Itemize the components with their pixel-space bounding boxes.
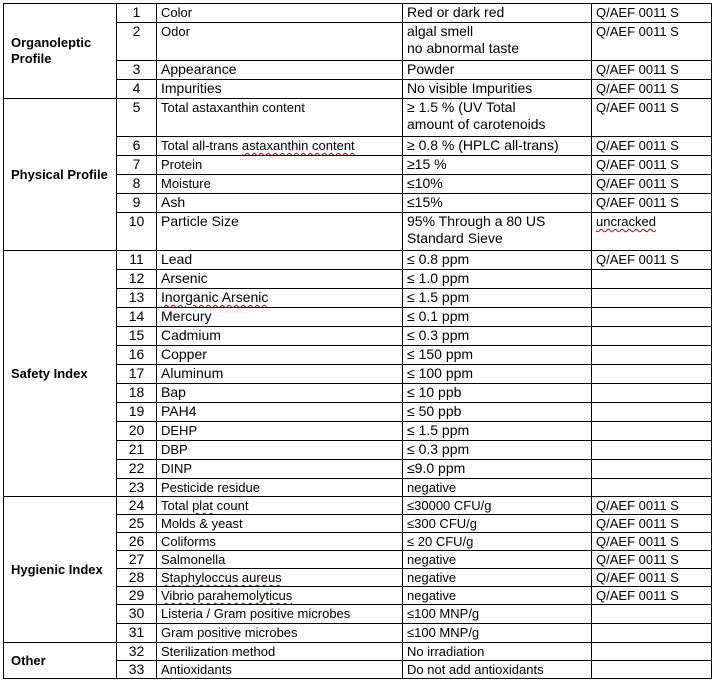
specification: ≤ 150 ppm xyxy=(403,346,592,365)
row-number: 19 xyxy=(117,403,157,422)
table-row xyxy=(4,99,712,137)
standard: Q/AEF 0011 S xyxy=(592,99,712,137)
row-number: 24 xyxy=(117,497,157,515)
row-number: 29 xyxy=(117,587,157,605)
row-number: 25 xyxy=(117,515,157,533)
specification-line-1: algal smell xyxy=(407,23,474,39)
standard: Q/AEF 0011 S xyxy=(592,497,712,515)
item-name-part-flagged: astaxanthin content xyxy=(241,138,355,153)
table-row xyxy=(4,251,712,270)
row-number: 10 xyxy=(117,213,157,251)
item-name: Odor xyxy=(157,23,403,61)
item-name: Listeria / Gram positive microbes xyxy=(157,605,403,624)
row-number: 14 xyxy=(117,308,157,327)
item-name xyxy=(157,587,403,605)
specification: ≤ 10 ppb xyxy=(403,384,592,403)
category-other: Other xyxy=(4,643,117,679)
item-name: Molds & yeast xyxy=(157,515,403,533)
row-number: 21 xyxy=(117,441,157,460)
specification: negative xyxy=(403,569,592,587)
item-name xyxy=(157,289,403,308)
item-name: Particle Size xyxy=(157,213,403,251)
row-number: 13 xyxy=(117,289,157,308)
specification: No visible Impurities xyxy=(403,80,592,99)
row-number: 20 xyxy=(117,422,157,441)
item-name: Total astaxanthin content xyxy=(157,99,403,137)
item-name: Color xyxy=(157,4,403,23)
specification: ≤9.0 ppm xyxy=(403,460,592,479)
item-name xyxy=(157,569,403,587)
item-name: Salmonella xyxy=(157,551,403,569)
item-name: Protein xyxy=(157,156,403,175)
standard: Q/AEF 0011 S xyxy=(592,569,712,587)
standard xyxy=(592,346,712,365)
standard xyxy=(592,661,712,679)
standard xyxy=(592,308,712,327)
standard xyxy=(592,365,712,384)
standard: Q/AEF 0011 S xyxy=(592,175,712,194)
item-name: DEHP xyxy=(157,422,403,441)
standard xyxy=(592,422,712,441)
row-number: 8 xyxy=(117,175,157,194)
table-row xyxy=(4,4,712,23)
item-name: Impurities xyxy=(157,80,403,99)
category-organoleptic: Organoleptic Profile xyxy=(4,4,117,99)
specification: ≥ 0.8 % (HPLC all-trans) xyxy=(403,137,592,156)
row-number: 16 xyxy=(117,346,157,365)
specification: ≤ 1.0 ppm xyxy=(403,270,592,289)
standard xyxy=(592,624,712,643)
standard: Q/AEF 0011 S xyxy=(592,137,712,156)
specification: ≤ 0.3 ppm xyxy=(403,441,592,460)
row-number: 32 xyxy=(117,643,157,661)
specification: ≤ 0.1 ppm xyxy=(403,308,592,327)
standard: Q/AEF 0011 S xyxy=(592,251,712,270)
specification: ≤100 MNP/g xyxy=(403,624,592,643)
specification-line-2: amount of carotenoids xyxy=(407,116,546,132)
item-name: Moisture xyxy=(157,175,403,194)
standard xyxy=(592,289,712,308)
specification: ≥15 % xyxy=(403,156,592,175)
specification: Powder xyxy=(403,61,592,80)
specification: ≤ 0.8 ppm xyxy=(403,251,592,270)
specification-line-2: Standard Sieve xyxy=(407,230,503,246)
specification-table xyxy=(3,3,712,679)
item-name: Bap xyxy=(157,384,403,403)
specification: ≤300 CFU/g xyxy=(403,515,592,533)
standard: Q/AEF 0011 S xyxy=(592,587,712,605)
standard: Q/AEF 0011 S xyxy=(592,156,712,175)
specification-line-1: 95% Through a 80 US xyxy=(407,213,546,229)
item-name: Sterilization method xyxy=(157,643,403,661)
row-number: 1 xyxy=(117,4,157,23)
standard xyxy=(592,403,712,422)
item-name: Cadmium xyxy=(157,327,403,346)
row-number: 6 xyxy=(117,137,157,156)
table-row xyxy=(4,643,712,661)
specification: ≤ 100 ppm xyxy=(403,365,592,384)
item-name-flagged: Inorganic Arsenic xyxy=(161,289,269,305)
standard xyxy=(592,213,712,251)
row-number: 15 xyxy=(117,327,157,346)
item-name-part: Total xyxy=(161,498,193,513)
item-name: Gram positive microbes xyxy=(157,624,403,643)
standard: Q/AEF 0011 S xyxy=(592,515,712,533)
specification xyxy=(403,23,592,61)
row-number: 4 xyxy=(117,80,157,99)
standard xyxy=(592,643,712,661)
row-number: 33 xyxy=(117,661,157,679)
standard xyxy=(592,460,712,479)
row-number: 11 xyxy=(117,251,157,270)
category-hygienic: Hygienic Index xyxy=(4,497,117,643)
specification: ≤ 50 ppb xyxy=(403,403,592,422)
specification: ≤10% xyxy=(403,175,592,194)
item-name xyxy=(157,497,403,515)
specification: negative xyxy=(403,479,592,497)
standard xyxy=(592,270,712,289)
item-name: PAH4 xyxy=(157,403,403,422)
item-name: Mercury xyxy=(157,308,403,327)
row-number: 17 xyxy=(117,365,157,384)
row-number: 28 xyxy=(117,569,157,587)
item-name: DBP xyxy=(157,441,403,460)
row-number: 23 xyxy=(117,479,157,497)
specification xyxy=(403,213,592,251)
specification: ≤15% xyxy=(403,194,592,213)
item-name: Aluminum xyxy=(157,365,403,384)
specification-line-1: ≥ 1.5 % (UV Total xyxy=(407,99,516,115)
row-number: 2 xyxy=(117,23,157,61)
specification: ≤100 MNP/g xyxy=(403,605,592,624)
standard: Q/AEF 0011 S xyxy=(592,551,712,569)
standard xyxy=(592,327,712,346)
category-physical: Physical Profile xyxy=(4,99,117,251)
standard: Q/AEF 0011 S xyxy=(592,80,712,99)
standard xyxy=(592,441,712,460)
row-number: 30 xyxy=(117,605,157,624)
specification: ≤ 20 CFU/g xyxy=(403,533,592,551)
row-number: 3 xyxy=(117,61,157,80)
specification: ≤ 1.5 ppm xyxy=(403,289,592,308)
standard xyxy=(592,384,712,403)
table-row xyxy=(4,497,712,515)
item-name: Copper xyxy=(157,346,403,365)
standard-flagged: uncracked xyxy=(596,214,656,229)
standard: Q/AEF 0011 S xyxy=(592,533,712,551)
standard: Q/AEF 0011 S xyxy=(592,23,712,61)
standard xyxy=(592,479,712,497)
item-name: Arsenic xyxy=(157,270,403,289)
item-name: DINP xyxy=(157,460,403,479)
item-name-flagged: Vibrio parahemolyticus xyxy=(161,588,293,603)
item-name-part: Total all-trans xyxy=(161,138,242,153)
specification: Red or dark red xyxy=(403,4,592,23)
row-number: 22 xyxy=(117,460,157,479)
specification: No irradiation xyxy=(403,643,592,661)
specification xyxy=(403,99,592,137)
row-number: 12 xyxy=(117,270,157,289)
category-safety: Safety Index xyxy=(4,251,117,497)
row-number: 31 xyxy=(117,624,157,643)
item-name: Appearance xyxy=(157,61,403,80)
standard: Q/AEF 0011 S xyxy=(592,4,712,23)
item-name: Antioxidants xyxy=(157,661,403,679)
item-name xyxy=(157,137,403,156)
specification: ≤30000 CFU/g xyxy=(403,497,592,515)
item-name-flagged: Staphyloccus aureus xyxy=(161,570,282,585)
item-name: Pesticide residue xyxy=(157,479,403,497)
row-number: 18 xyxy=(117,384,157,403)
standard: Q/AEF 0011 S xyxy=(592,61,712,80)
item-name: Lead xyxy=(157,251,403,270)
item-name: Ash xyxy=(157,194,403,213)
specification: negative xyxy=(403,551,592,569)
row-number: 26 xyxy=(117,533,157,551)
specification: Do not add antioxidants xyxy=(403,661,592,679)
row-number: 9 xyxy=(117,194,157,213)
specification: ≤ 0.3 ppm xyxy=(403,327,592,346)
specification: ≤ 1.5 ppm xyxy=(403,422,592,441)
standard: Q/AEF 0011 S xyxy=(592,194,712,213)
row-number: 7 xyxy=(117,156,157,175)
row-number: 5 xyxy=(117,99,157,137)
item-name-part-flagged: plat xyxy=(192,498,214,513)
item-name: Coliforms xyxy=(157,533,403,551)
specification-line-2: no abnormal taste xyxy=(407,40,520,56)
specification: negative xyxy=(403,587,592,605)
row-number: 27 xyxy=(117,551,157,569)
standard xyxy=(592,605,712,624)
item-name-part: count xyxy=(213,498,249,513)
